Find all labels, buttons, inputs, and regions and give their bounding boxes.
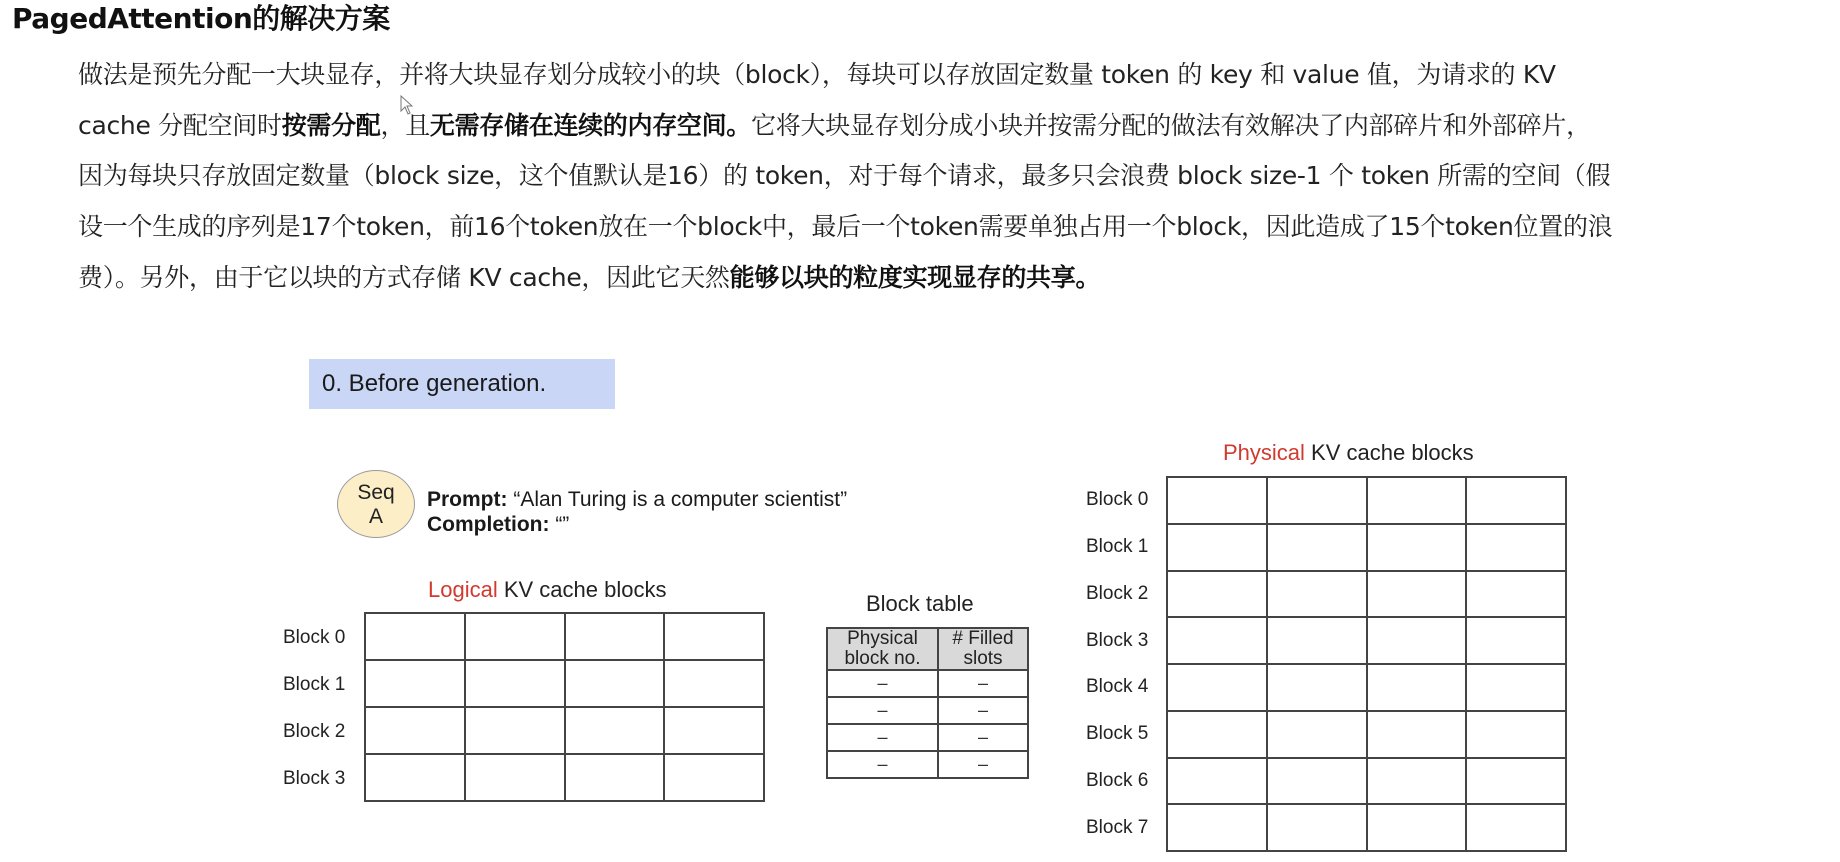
step-label: 0. Before generation. xyxy=(322,370,547,397)
physical-row-label: Block 2 xyxy=(1086,583,1149,604)
logical-block-row xyxy=(365,707,764,754)
table-row: – – xyxy=(827,751,1028,778)
physical-row-label: Block 1 xyxy=(1086,536,1149,557)
physical-row-label: Block 4 xyxy=(1086,676,1149,697)
block-table-title: Block table xyxy=(866,591,974,616)
physical-block-row xyxy=(1167,571,1566,618)
emphasis-on-demand: 按需分配 xyxy=(281,110,381,140)
header-filled-slots: # Filled slots xyxy=(938,628,1028,670)
table-row: – – xyxy=(827,697,1028,724)
block-table xyxy=(826,627,1029,779)
physical-row-label: Block 0 xyxy=(1086,489,1149,510)
physical-row-label: Block 7 xyxy=(1086,817,1149,838)
emphasis-sharing: 能够以块的粒度实现显存的共享。 xyxy=(729,262,1101,292)
physical-kv-grid xyxy=(1166,476,1567,852)
physical-block-row xyxy=(1167,664,1566,711)
page-title: PagedAttention的解决方案 xyxy=(12,2,390,35)
table-row: – – xyxy=(827,670,1028,697)
physical-row-label: Block 5 xyxy=(1086,723,1149,744)
table-row: – – xyxy=(827,724,1028,751)
paragraph-line-2: cache 分配空间时按需分配，且无需存储在连续的内存空间。它将大块显存划分成小块并按需分配的做法有效解决了内部碎片和外部碎片， xyxy=(78,110,1591,140)
mouse-cursor-icon xyxy=(400,95,414,115)
paragraph-line-4: 设一个生成的序列是17个token，前16个token放在一个block中，最后一个token需要单独占用一个block，因此造成了15个token位置的浪 xyxy=(78,212,1613,242)
logical-row-label: Block 0 xyxy=(283,627,346,648)
logical-block-row xyxy=(365,613,764,660)
physical-row-label: Block 6 xyxy=(1086,770,1149,791)
physical-block-row xyxy=(1167,477,1566,524)
paragraph-line-3: 因为每块只存放固定数量（block size，这个值默认是16）的 token，对于每个请求，最多只会浪费 block size-1 个 token 所需的空间（假 xyxy=(78,161,1611,191)
paragraph-line-1: 做法是预先分配一大块显存，并将大块显存划分成较小的块（block），每块可以存放固定数量 token 的 key 和 value 值，为请求的 KV xyxy=(78,60,1556,89)
step-label-box xyxy=(309,359,615,409)
emphasis-non-contiguous: 无需存储在连续的内存空间。 xyxy=(429,110,752,140)
header-physical-block-no: Physical block no. xyxy=(827,628,938,670)
block-table-header xyxy=(827,628,1028,670)
completion-line: Completion: “” xyxy=(427,513,570,536)
physical-blocks-title: Physical KV cache blocks xyxy=(1223,440,1474,465)
prompt-line: Prompt: “Alan Turing is a computer scientist” xyxy=(427,488,848,511)
logical-block-row xyxy=(365,660,764,707)
physical-block-row xyxy=(1167,758,1566,805)
sequence-badge: Seq A xyxy=(337,470,415,538)
physical-block-row xyxy=(1167,711,1566,758)
physical-block-row xyxy=(1167,524,1566,571)
paragraph-line-5: 费）。另外，由于它以块的方式存储 KV cache，因此它天然能够以块的粒度实现显存的共享。 xyxy=(78,262,1101,292)
logical-blocks-title: Logical KV cache blocks xyxy=(428,577,667,602)
logical-row-label: Block 2 xyxy=(283,721,346,742)
logical-kv-grid xyxy=(364,612,765,802)
logical-row-label: Block 3 xyxy=(283,768,346,789)
physical-row-label: Block 3 xyxy=(1086,630,1149,651)
physical-block-row xyxy=(1167,804,1566,851)
logical-block-row xyxy=(365,754,764,801)
physical-block-row xyxy=(1167,617,1566,664)
sequence-info xyxy=(427,487,847,537)
logical-row-label: Block 1 xyxy=(283,674,346,695)
description-paragraph xyxy=(78,50,1808,304)
